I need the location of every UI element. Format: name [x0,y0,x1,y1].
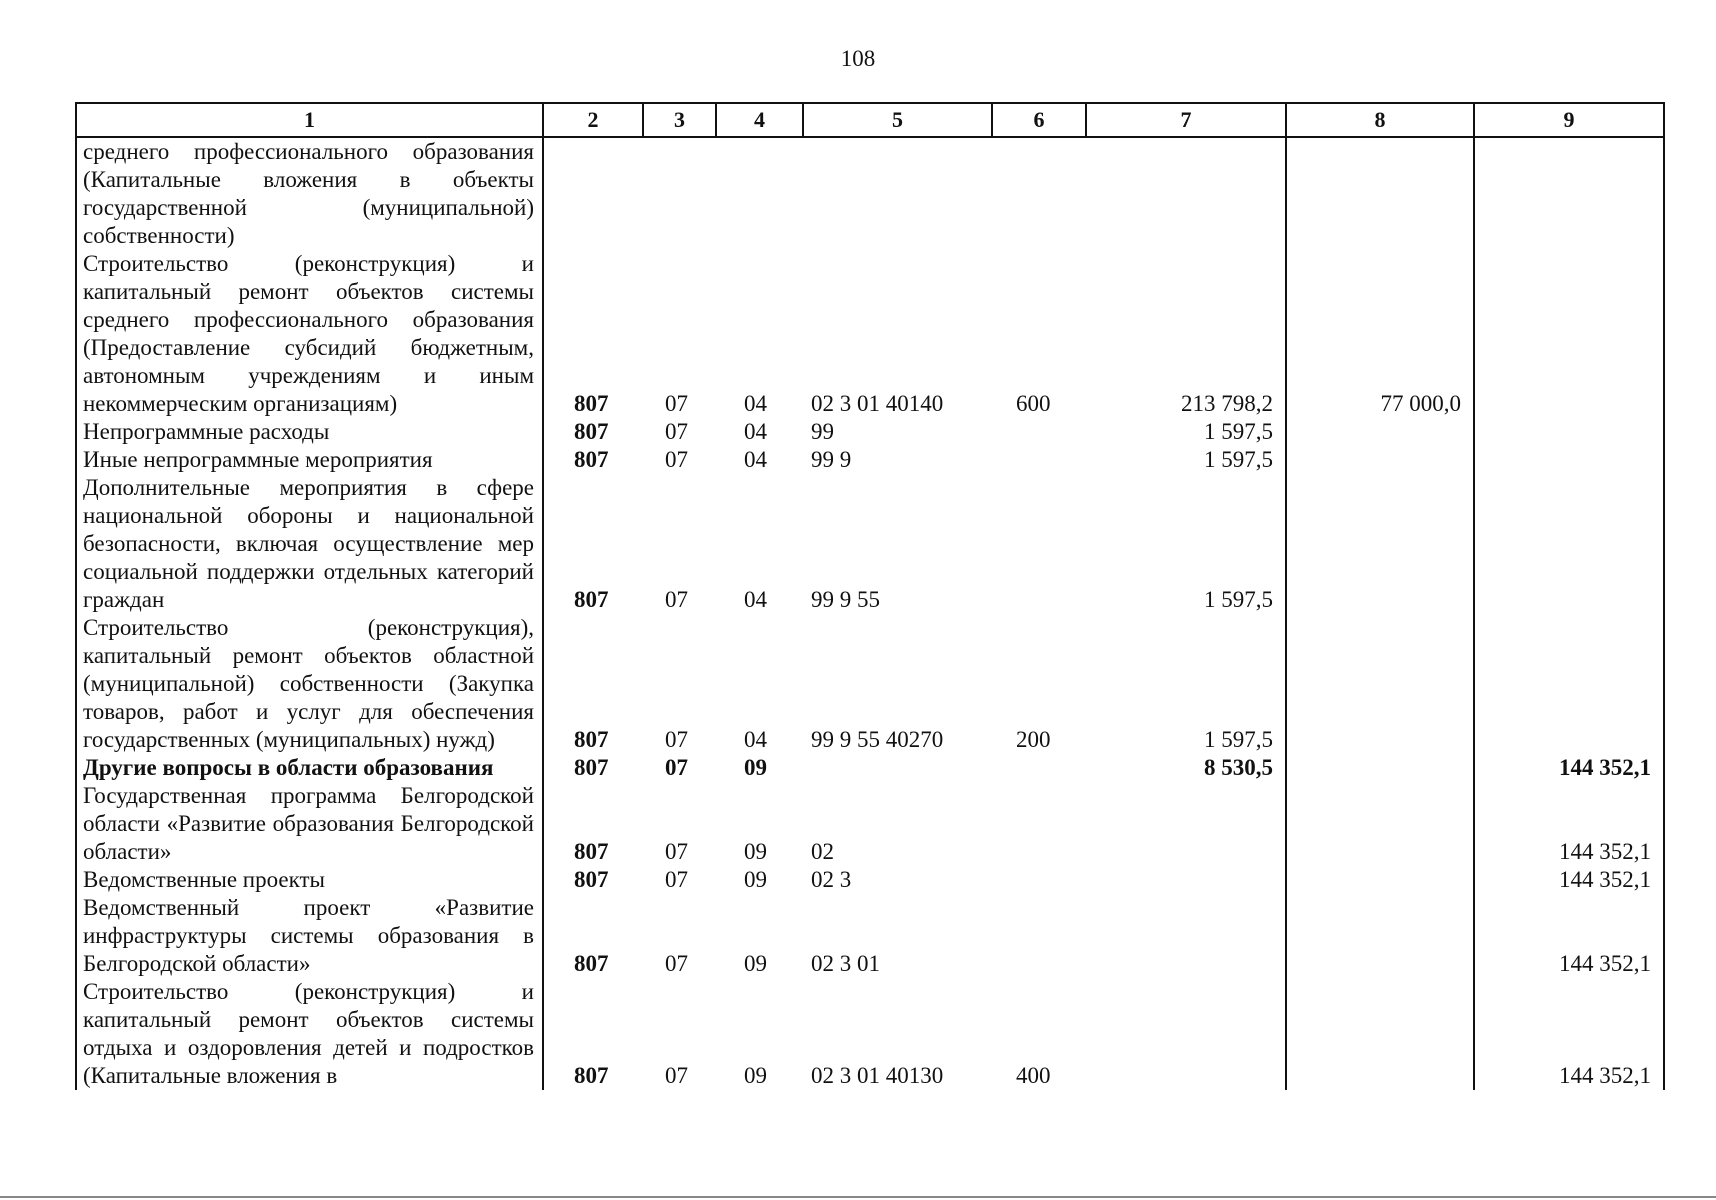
cell-name: Строительство (реконструкция) и капитальный ремонт объектов системы среднего профессионального образования (Предоставление субсидий бюджетным, автономным учреждениям и иным некоммерческим организациям) [76,250,543,418]
cell-amount-col8 [1286,137,1474,250]
cell-section: 07 [665,727,688,752]
cell-section: 07 [665,1063,688,1088]
cell-target-article [803,754,992,782]
column-header-8: 8 [1286,103,1474,137]
cell-amount-col9 [1474,250,1664,418]
cell-expense-type [992,894,1086,978]
cell-amount-col9: 144 352,1 [1474,894,1664,978]
cell-subsection: 04 [744,419,767,444]
cell-ministry-code: 807 [574,391,609,416]
page-number: 108 [840,46,876,71]
table-row [76,446,1664,474]
table-row [76,614,1664,754]
cell-subsection: 09 [744,951,767,976]
table-row [76,894,1664,978]
cell-amount-col9 [1474,418,1664,446]
cell-amount-col7: 1 597,5 [1086,474,1286,614]
cell-amount-col7 [1086,137,1286,250]
cell-target-article: 99 9 [811,447,852,472]
cell-ministry-code: 807 [574,727,609,752]
cell-expense-type [992,782,1086,866]
cell-name: среднего профессионального образования (Капитальные вложения в объекты государственной (муниципальной) собственности) [76,137,543,250]
column-header-6: 6 [992,103,1086,137]
table-row [76,418,1664,446]
cell-target-article: 02 [811,839,834,864]
cell-expense-type [992,866,1086,894]
cell-expense-type: 400 [1016,1063,1051,1088]
cell-name: Ведомственные проекты [76,866,543,894]
cell-ministry-code: 807 [574,419,609,444]
table-row [76,866,1664,894]
cell-expense-type: 200 [1016,727,1051,752]
cell-ministry-code: 807 [574,839,609,864]
cell-amount-col9: 144 352,1 [1474,782,1664,866]
cell-section: 07 [665,587,688,612]
cell-amount-col8 [1286,782,1474,866]
cell-name: Непрограммные расходы [76,418,543,446]
cell-name: Другие вопросы в области образования [76,754,543,782]
cell-amount-col9: 144 352,1 [1474,866,1664,894]
cell-subsection: 04 [744,727,767,752]
cell-name: Строительство (реконструкция), капитальный ремонт объектов областной (муниципальной) собственности (Закупка товаров, работ и услуг для обеспечения государственных (муниципальных) нужд) [76,614,543,754]
column-header-3: 3 [643,103,716,137]
column-header-1: 1 [76,103,543,137]
cell-amount-col9 [1474,474,1664,614]
cell-expense-type [992,446,1086,474]
cell-amount-col7: 1 597,5 [1086,418,1286,446]
cell-section: 07 [665,391,688,416]
cell-ministry-code: 807 [574,587,609,612]
table-row [76,754,1664,782]
cell-section: 07 [665,951,688,976]
cell-target-article: 02 3 [811,867,852,892]
table-header [76,103,1664,137]
cell-amount-col7: 1 597,5 [1086,446,1286,474]
cell-amount-col8 [1286,474,1474,614]
cell-subsection: 04 [744,587,767,612]
cell-amount-col8 [1286,754,1474,782]
cell-target-article: 02 3 01 [811,951,880,976]
cell-name: Иные непрограммные мероприятия [76,446,543,474]
column-header-2: 2 [543,103,643,137]
cell-ministry-code [543,137,643,250]
cell-name: Дополнительные мероприятия в сфере национальной обороны и национальной безопасности, включая осуществление мер социальной поддержки отдельных категорий граждан [76,474,543,614]
cell-amount-col9 [1474,446,1664,474]
table-row [76,474,1664,614]
cell-amount-col8 [1286,866,1474,894]
cell-subsection: 09 [744,1063,767,1088]
cell-subsection: 04 [744,447,767,472]
cell-ministry-code: 807 [574,447,609,472]
cell-ministry-code: 807 [574,951,609,976]
cell-section: 07 [665,447,688,472]
cell-expense-type [992,474,1086,614]
cell-amount-col7 [1086,866,1286,894]
cell-section: 07 [665,419,688,444]
cell-amount-col7: 8 530,5 [1086,754,1286,782]
column-header-4: 4 [716,103,803,137]
cell-expense-type [992,418,1086,446]
cell-amount-col7: 213 798,2 [1086,250,1286,418]
cell-name: Строительство (реконструкция) и капитальный ремонт объектов системы отдыха и оздоровления детей и подростков (Капитальные вложения в [76,978,543,1090]
cell-amount-col7: 1 597,5 [1086,614,1286,754]
cell-subsection: 09 [744,839,767,864]
page-bottom-rule [0,1196,1716,1198]
cell-target-article: 02 3 01 40140 [811,391,944,416]
cell-ministry-code: 807 [574,867,609,892]
table-row [76,978,1664,1090]
cell-section [643,137,716,250]
cell-section: 07 [665,839,688,864]
table-row [76,250,1664,418]
column-header-9: 9 [1474,103,1664,137]
cell-subsection: 09 [744,755,767,780]
budget-table [75,102,1665,1090]
cell-target-article: 99 [811,419,834,444]
column-header-5: 5 [803,103,992,137]
cell-expense-type [992,137,1086,250]
column-header-7: 7 [1086,103,1286,137]
cell-amount-col7 [1086,782,1286,866]
cell-section: 07 [665,867,688,892]
cell-expense-type: 600 [1016,391,1051,416]
cell-subsection: 04 [744,391,767,416]
cell-name: Ведомственный проект «Развитие инфраструктуры системы образования в Белгородской области» [76,894,543,978]
cell-amount-col8: 77 000,0 [1286,250,1474,418]
cell-name: Государственная программа Белгородской области «Развитие образования Белгородской области» [76,782,543,866]
cell-amount-col7 [1086,978,1286,1090]
cell-expense-type [992,754,1086,782]
cell-target-article: 99 9 55 [811,587,880,612]
cell-amount-col8 [1286,418,1474,446]
cell-target-article: 02 3 01 40130 [811,1063,944,1088]
cell-amount-col9: 144 352,1 [1474,754,1664,782]
cell-amount-col8 [1286,446,1474,474]
cell-ministry-code: 807 [574,755,609,780]
table-row [76,137,1664,250]
cell-amount-col8 [1286,614,1474,754]
cell-amount-col8 [1286,894,1474,978]
cell-target-article: 99 9 55 40270 [811,727,944,752]
cell-amount-col8 [1286,978,1474,1090]
cell-amount-col9: 144 352,1 [1474,978,1664,1090]
cell-subsection [716,137,803,250]
table-row [76,782,1664,866]
cell-section: 07 [665,755,688,780]
cell-subsection: 09 [744,867,767,892]
cell-amount-col7 [1086,894,1286,978]
cell-amount-col9 [1474,614,1664,754]
cell-target-article [803,137,992,250]
cell-amount-col9 [1474,137,1664,250]
table-body [76,137,1664,1090]
cell-ministry-code: 807 [574,1063,609,1088]
